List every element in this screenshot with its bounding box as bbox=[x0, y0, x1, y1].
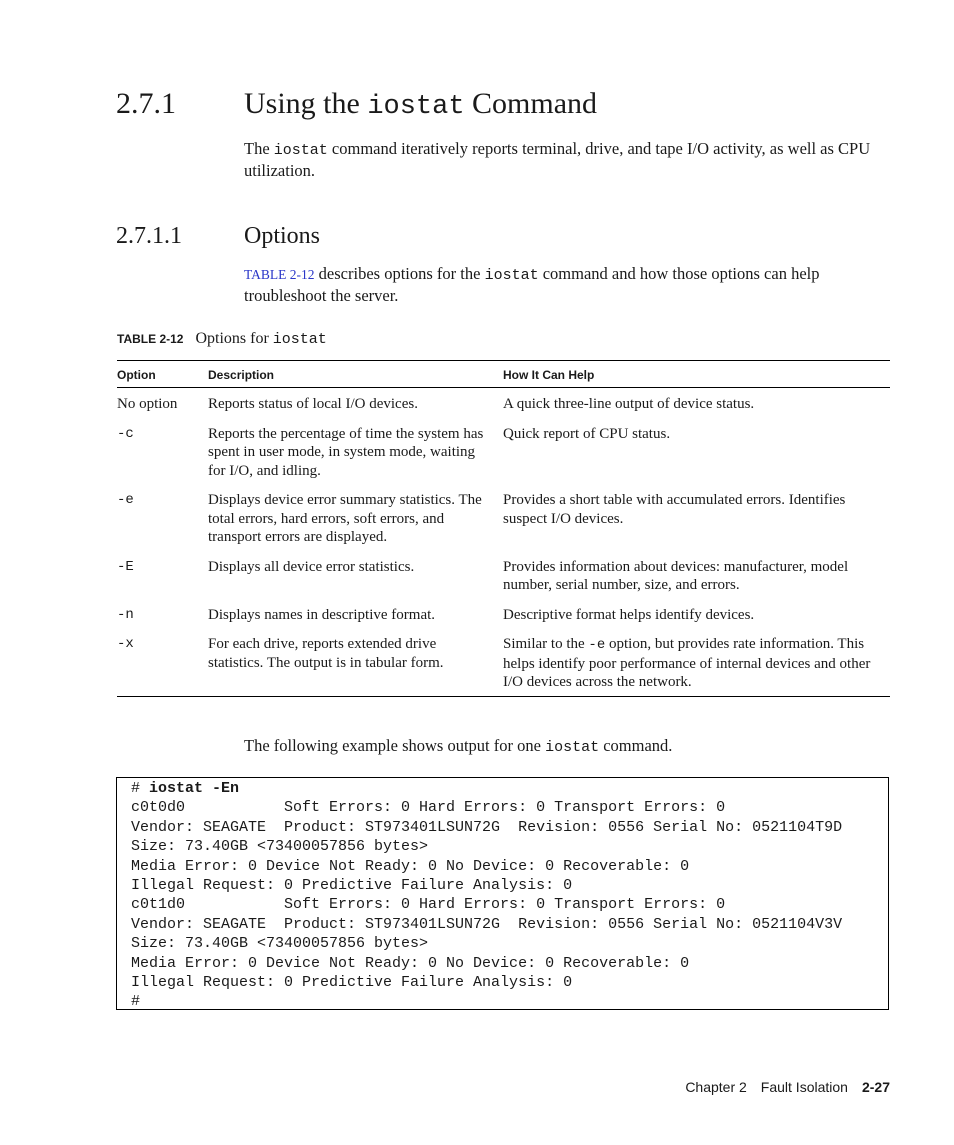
help-code: -e bbox=[588, 637, 606, 653]
table-caption-label: TABLE 2-12 bbox=[117, 332, 184, 346]
help-cell: Descriptive format helps identify devices. bbox=[503, 606, 755, 623]
footer-section: Fault Isolation bbox=[760, 1079, 848, 1095]
table-row bbox=[117, 628, 890, 696]
section-intro bbox=[244, 139, 890, 181]
subsection-number: 2.7.1.1 bbox=[116, 223, 182, 249]
header-description: Description bbox=[208, 361, 503, 388]
para-code: iostat bbox=[484, 267, 539, 284]
subsection-paragraph bbox=[244, 264, 890, 306]
help-cell: A quick three-line output of device status. bbox=[503, 396, 755, 412]
intro-code: iostat bbox=[273, 142, 328, 159]
page-number: 2-27 bbox=[861, 1079, 890, 1095]
table-caption-code: iostat bbox=[272, 331, 327, 348]
option-cell: -E bbox=[117, 558, 134, 575]
table-row bbox=[117, 388, 890, 418]
option-cell: No option bbox=[117, 396, 178, 412]
intro-post: command iteratively reports terminal, drive, and tape I/O activity, as well as CPU utilization. bbox=[244, 139, 871, 180]
option-cell: -e bbox=[117, 492, 134, 508]
help-pre: Similar to the bbox=[503, 636, 589, 652]
code-block bbox=[116, 777, 889, 1010]
subsection-title: Options bbox=[244, 223, 321, 249]
table-row bbox=[117, 484, 890, 551]
section-title-pre: Using the bbox=[244, 87, 368, 120]
description-cell: Reports status of local I/O devices. bbox=[208, 396, 418, 412]
code-line: Size: 73.40GB <73400057856 bytes> bbox=[131, 838, 429, 856]
code-line: Illegal Request: 0 Predictive Failure Analysis: 0 bbox=[131, 973, 573, 991]
example-code: iostat bbox=[545, 739, 600, 756]
options-table bbox=[117, 360, 890, 697]
description-cell: For each drive, reports extended drive statistics. The output is in tabular form. bbox=[208, 628, 503, 696]
para-pre: describes options for the bbox=[314, 264, 485, 283]
page-footer bbox=[685, 1078, 890, 1096]
code-line: Media Error: 0 Device Not Ready: 0 No Device: 0 Recoverable: 0 bbox=[131, 954, 690, 972]
example-post: command. bbox=[599, 736, 673, 755]
table-header-row bbox=[117, 361, 890, 388]
code-line: # bbox=[131, 993, 141, 1011]
code-line: Size: 73.40GB <73400057856 bytes> bbox=[131, 935, 429, 953]
help-cell bbox=[503, 628, 890, 696]
code-line: Vendor: SEAGATE Product: ST973401LSUN72G Revision: 0556 Serial No: 0521104T9D bbox=[131, 818, 843, 836]
help-cell: Quick report of CPU status. bbox=[503, 425, 671, 442]
section-title-post: Command bbox=[464, 87, 598, 120]
section-number: 2.7.1 bbox=[116, 87, 176, 120]
table-reference-link[interactable]: TABLE 2-12 bbox=[244, 267, 315, 282]
code-prompt: # bbox=[131, 780, 150, 797]
intro-pre: The bbox=[244, 139, 274, 158]
option-cell: -c bbox=[117, 425, 134, 442]
example-paragraph bbox=[244, 736, 890, 758]
section-title bbox=[244, 84, 597, 127]
code-line: Vendor: SEAGATE Product: ST973401LSUN72G Revision: 0556 Serial No: 0521104V3V bbox=[131, 915, 843, 933]
help-cell: Provides information about devices: manufacturer, model number, serial number, size, and errors. bbox=[503, 558, 849, 593]
para-post: command and how those options can help troubleshoot the server. bbox=[244, 264, 820, 305]
help-post: option, but provides rate information. This helps identify poor performance of internal devices and other I/O devices across the network. bbox=[503, 636, 871, 690]
section-title-code: iostat bbox=[367, 92, 465, 122]
code-line: c0t0d0 Soft Errors: 0 Hard Errors: 0 Transport Errors: 0 bbox=[131, 799, 726, 817]
table-row bbox=[117, 599, 890, 629]
code-line: Media Error: 0 Device Not Ready: 0 No Device: 0 Recoverable: 0 bbox=[131, 857, 690, 875]
help-cell: Provides a short table with accumulated errors. Identifies suspect I/O devices. bbox=[503, 492, 846, 527]
description-cell: Displays all device error statistics. bbox=[208, 558, 415, 575]
option-cell: -n bbox=[117, 606, 134, 623]
header-how-it-can-help: How It Can Help bbox=[503, 361, 890, 388]
header-option: Option bbox=[117, 361, 208, 388]
description-cell: Displays names in descriptive format. bbox=[208, 606, 436, 623]
table-caption-text: Options for bbox=[195, 330, 273, 347]
option-cell: -x bbox=[117, 628, 208, 696]
example-pre: The following example shows output for one bbox=[244, 736, 546, 755]
table-row bbox=[117, 418, 890, 485]
table-caption bbox=[117, 329, 327, 350]
description-cell: Displays device error summary statistics. The total errors, hard errors, soft errors, and transport errors are displayed. bbox=[208, 492, 482, 545]
table-row bbox=[117, 551, 890, 599]
code-line: c0t1d0 Soft Errors: 0 Hard Errors: 0 Transport Errors: 0 bbox=[131, 896, 726, 914]
description-cell: Reports the percentage of time the system has spent in user mode, in system mode, waiting for I/O, and idling. bbox=[208, 425, 484, 479]
code-command: iostat -En bbox=[149, 780, 240, 797]
code-line: Illegal Request: 0 Predictive Failure Analysis: 0 bbox=[131, 876, 573, 894]
footer-chapter: Chapter 2 bbox=[685, 1079, 747, 1095]
code-command-line bbox=[131, 779, 888, 798]
